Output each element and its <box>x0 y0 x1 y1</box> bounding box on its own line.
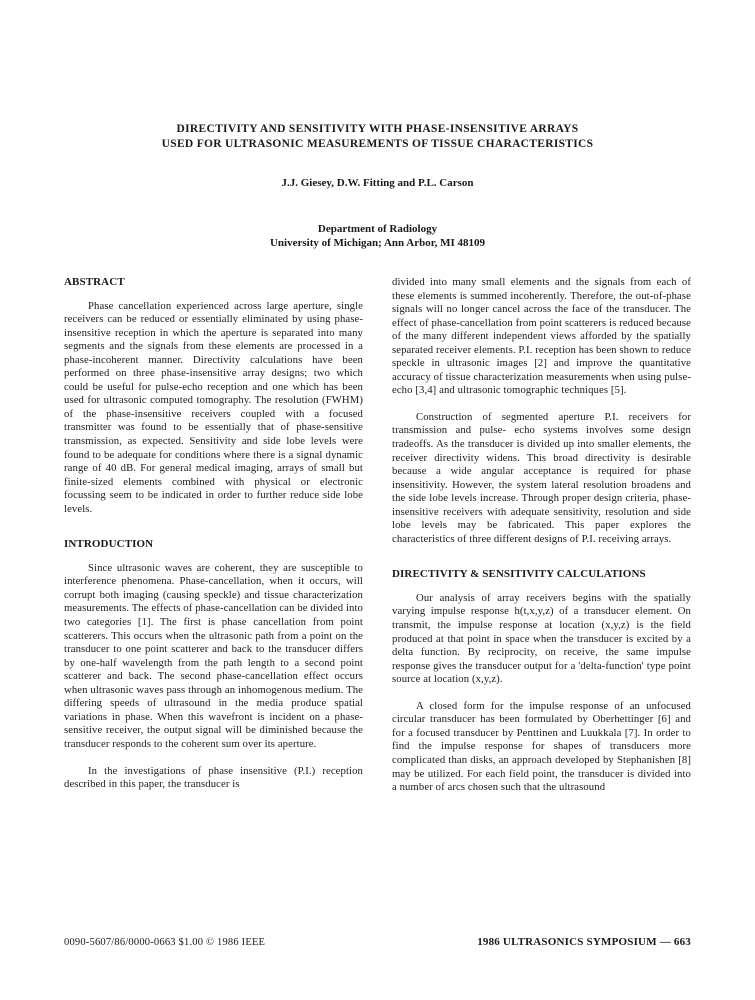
paper-title <box>64 122 691 151</box>
proceedings-page-label: 1986 ULTRASONICS SYMPOSIUM — 663 <box>477 936 691 948</box>
left-column <box>64 276 363 795</box>
abstract-paragraph: Phase cancellation experienced across large aperture, single receivers can be reduced or essentially eliminated by using phase-insensitive reception in which the aperture is separated into many segments and the signals from these elements are processed in a phase-incoherent manner. Directivity calculations have been performed on three phase-insensitive array designs; two which could be useful for pulse-echo reception and one which has been used for ultrasonic computed tomography. The resolution (FWHM) of the phase-insensitive receivers coupled with a focused transmitter was found to be essentially that of phase-sensitive transmission, as expected. Sensitivity and side lobe levels were found to be adequate for conditions where there is a signal dynamic range of 40 dB. For general medical imaging, arrays of small but finite-sized elements combined with physical or electronic focussing seem to be indicated in order to further reduce side lobe levels. <box>64 299 363 515</box>
right-column <box>392 276 691 795</box>
introduction-paragraph-1: Since ultrasonic waves are coherent, they are susceptible to interference phenomena. Phase-cancellation, when it occurs, will corrupt both imaging (causing speckle) and tissue characterization measurements. The effects of phase-cancellation can be divided into two categories [1]. The first is phase cancellation from point scatterers. This occurs when the ultrasonic path from a point on the transducer to one point scatterer and back to the transducer differs by one-half wavelength from the path length to a second point scatterer and back. The second phase-cancellation effect occurs when ultrasonic waves pass through an inhomogenous medium. The differing speeds of ultrasound in the media produce spatial variations in phase. When this wavefront is incident on a phase-sensitive receiver, the output signal will be diminished because the transducer responds to the coherent sum over its aperture. <box>64 561 363 750</box>
right-paragraph-4: A closed form for the impulse response of an unfocused circular transducer has been formulated by Oberhettinger [6] and for a focused transducer by Penttinen and Luukkala [7]. In order to find the impulse response for shapes of transducers more complicated than disks, an approach developed by Stephanishen [8] may be utilized. For each field point, the transducer is divided into a number of arcs chosen such that the ultrasound <box>392 699 691 794</box>
introduction-paragraph-2: In the investigations of phase insensitive (P.I.) reception described in this paper, the transducer is <box>64 764 363 791</box>
page-footer <box>64 936 691 948</box>
paper-title-line2: USED FOR ULTRASONIC MEASUREMENTS OF TISSUE CHARACTERISTICS <box>161 137 594 150</box>
paper-title-line1: DIRECTIVITY AND SENSITIVITY WITH PHASE-INSENSITIVE ARRAYS <box>176 123 579 135</box>
abstract-heading: ABSTRACT <box>64 276 125 288</box>
copyright-notice: 0090-5607/86/0000-0663 $1.00 © 1986 IEEE <box>64 937 266 948</box>
affiliation-block <box>64 222 691 250</box>
authors-line: J.J. Giesey, D.W. Fitting and P.L. Carson <box>281 177 474 189</box>
right-paragraph-2: Construction of segmented aperture P.I. receivers for transmission and pulse- echo systems involves some design tradeoffs. As the transducer is divided up into smaller elements, the receiver directivity widens. This broad directivity is desirable because a wide angular acceptance is required for phase insensitivity. However, the system lateral resolution broadens and the side lobe levels increase. Through proper design criteria, phase-insensitive receivers with adequate sensitivity, resolution and side lobe levels may be fabricated. This paper explores the characteristics of three different designs of P.I. receiving arrays. <box>392 410 691 545</box>
affiliation-university: University of Michigan; Ann Arbor, MI 48109 <box>269 237 485 249</box>
calculations-heading: DIRECTIVITY & SENSITIVITY CALCULATIONS <box>392 568 646 581</box>
right-paragraph-1: divided into many small elements and the signals from each of these elements is summed incoherently. Therefore, the out-of-phase signals will no longer cancel across the face of the transducer. The effect of phase-cancellation from point scatterers is reduced because of the many different independent views afforded by the spatially separated receiver elements. P.I. reception has been shown to reduce speckle in ultrasonic images [2] and improve the quantitative accuracy of tissue characterization measurements when using pulse-echo [3,4] and ultrasonic tomographic techniques [5]. <box>392 276 691 397</box>
affiliation-department: Department of Radiology <box>317 223 438 235</box>
paper-header <box>64 122 691 250</box>
introduction-heading: INTRODUCTION <box>64 538 154 551</box>
right-paragraph-3: Our analysis of array receivers begins with the spatially varying impulse response h(t,x,y,z) of a transducer element. On transmit, the impulse response at location (x,y,z) is the field produced at that point in space when the transducer is excited by a delta function. By reciprocity, on receive, the same impulse response gives the transducer output for a 'delta-function' type point source at location (x,y,z). <box>392 591 691 686</box>
two-column-body <box>64 276 691 795</box>
